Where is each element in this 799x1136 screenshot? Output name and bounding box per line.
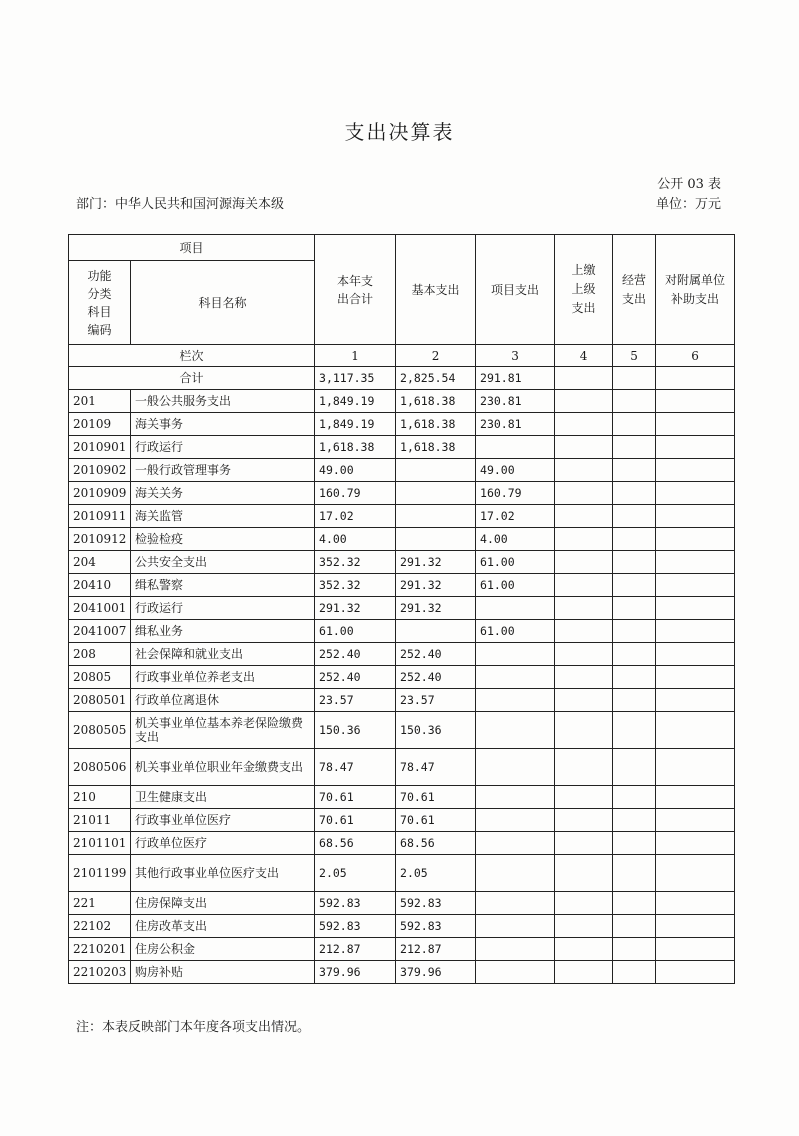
project-cell [476, 666, 555, 689]
operating-cell [613, 505, 656, 528]
project-cell: 4.00 [476, 528, 555, 551]
upper-cell [555, 689, 613, 712]
operating-cell [613, 482, 656, 505]
code-cell: 2080501 [69, 689, 131, 712]
upper-cell [555, 620, 613, 643]
header-col-label: 栏次 [69, 345, 315, 367]
code-cell: 2080506 [69, 749, 131, 786]
subsidy-cell [656, 666, 735, 689]
upper-cell [555, 666, 613, 689]
upper-cell [555, 551, 613, 574]
basic-cell: 252.40 [396, 643, 476, 666]
total-cell: 61.00 [315, 620, 396, 643]
upper-cell [555, 413, 613, 436]
project-cell [476, 961, 555, 984]
expenditure-table [68, 234, 735, 984]
header-total [315, 235, 396, 345]
upper-cell [555, 961, 613, 984]
table-row [69, 597, 735, 620]
upper-cell [555, 915, 613, 938]
code-cell: 204 [69, 551, 131, 574]
header-item: 项目 [69, 235, 315, 261]
project-cell [476, 892, 555, 915]
basic-cell: 291.32 [396, 597, 476, 620]
code-cell: 2010911 [69, 505, 131, 528]
code-cell: 2010901 [69, 436, 131, 459]
subject-name-cell: 机关事业单位职业年金缴费支出 [131, 749, 315, 786]
total-cell: 252.40 [315, 666, 396, 689]
header-subsidy [656, 235, 735, 345]
subject-name-cell: 海关监管 [131, 505, 315, 528]
total-cell: 49.00 [315, 459, 396, 482]
table-row [69, 809, 735, 832]
subject-name-cell: 机关事业单位基本养老保险缴费支出 [131, 712, 315, 749]
subject-name-cell: 卫生健康支出 [131, 786, 315, 809]
upper-cell [555, 482, 613, 505]
header-total-text: 本年支出合计 [337, 273, 374, 306]
table-body [69, 367, 735, 984]
total-cell: 2.05 [315, 855, 396, 892]
upper-cell [555, 712, 613, 749]
project-cell [476, 938, 555, 961]
project-cell [476, 643, 555, 666]
subsidy-cell [656, 938, 735, 961]
upper-cell [555, 459, 613, 482]
upper-cell [555, 786, 613, 809]
total-cell: 592.83 [315, 915, 396, 938]
form-number: 公开 03 表 [657, 177, 721, 192]
code-cell: 2210201 [69, 938, 131, 961]
subject-name-cell: 行政单位医疗 [131, 832, 315, 855]
code-cell: 20805 [69, 666, 131, 689]
total-cell: 252.40 [315, 643, 396, 666]
subsidy-cell [656, 436, 735, 459]
basic-cell: 379.96 [396, 961, 476, 984]
code-cell: 2010902 [69, 459, 131, 482]
total-cell: 78.47 [315, 749, 396, 786]
total-cell: 160.79 [315, 482, 396, 505]
subsidy-cell [656, 574, 735, 597]
table-row [69, 482, 735, 505]
subsidy-cell [656, 551, 735, 574]
total-cell: 68.56 [315, 832, 396, 855]
subsidy-cell [656, 390, 735, 413]
operating-cell [613, 666, 656, 689]
project-cell [476, 712, 555, 749]
table-row [69, 459, 735, 482]
project-cell: 61.00 [476, 574, 555, 597]
table-row [69, 574, 735, 597]
total-cell: 352.32 [315, 551, 396, 574]
basic-cell [396, 528, 476, 551]
footnote: 注：本表反映部门本年度各项支出情况。 [76, 1020, 311, 1035]
header-operating-text: 经营支出 [622, 272, 647, 306]
table-row [69, 505, 735, 528]
total-cell: 291.32 [315, 597, 396, 620]
total-cell: 3,117.35 [315, 367, 396, 390]
subsidy-cell [656, 915, 735, 938]
operating-cell [613, 367, 656, 390]
basic-cell: 592.83 [396, 915, 476, 938]
project-cell [476, 915, 555, 938]
total-cell: 1,618.38 [315, 436, 396, 459]
header-col-2: 2 [396, 345, 476, 367]
total-cell: 70.61 [315, 786, 396, 809]
table-row [69, 938, 735, 961]
code-cell: 2101199 [69, 855, 131, 892]
subsidy-cell [656, 528, 735, 551]
upper-cell [555, 855, 613, 892]
subject-name-cell: 行政单位离退休 [131, 689, 315, 712]
header-col-6: 6 [656, 345, 735, 367]
basic-cell [396, 620, 476, 643]
basic-cell: 212.87 [396, 938, 476, 961]
subsidy-cell [656, 459, 735, 482]
table-row [69, 413, 735, 436]
project-cell [476, 786, 555, 809]
subject-name-cell: 行政运行 [131, 597, 315, 620]
project-cell: 61.00 [476, 620, 555, 643]
operating-cell [613, 551, 656, 574]
table-row [69, 528, 735, 551]
project-cell: 61.00 [476, 551, 555, 574]
upper-cell [555, 892, 613, 915]
table-row [69, 961, 735, 984]
operating-cell [613, 961, 656, 984]
table-row [69, 749, 735, 786]
subsidy-cell [656, 855, 735, 892]
code-cell: 208 [69, 643, 131, 666]
project-cell: 291.81 [476, 367, 555, 390]
upper-cell [555, 367, 613, 390]
subsidy-cell [656, 892, 735, 915]
basic-cell: 78.47 [396, 749, 476, 786]
table-row [69, 832, 735, 855]
upper-cell [555, 597, 613, 620]
total-cell: 352.32 [315, 574, 396, 597]
subsidy-cell [656, 643, 735, 666]
operating-cell [613, 832, 656, 855]
operating-cell [613, 712, 656, 749]
code-cell: 2101101 [69, 832, 131, 855]
subsidy-cell [656, 961, 735, 984]
upper-cell [555, 938, 613, 961]
subsidy-cell [656, 505, 735, 528]
project-cell: 230.81 [476, 390, 555, 413]
table-row [69, 620, 735, 643]
subsidy-cell [656, 712, 735, 749]
operating-cell [613, 459, 656, 482]
operating-cell [613, 749, 656, 786]
operating-cell [613, 809, 656, 832]
basic-cell: 291.32 [396, 551, 476, 574]
subsidy-cell [656, 809, 735, 832]
header-subsidy-text: 对附属单位补助支出 [665, 272, 726, 306]
total-cell: 17.02 [315, 505, 396, 528]
code-cell: 210 [69, 786, 131, 809]
total-cell: 379.96 [315, 961, 396, 984]
basic-cell: 1,618.38 [396, 413, 476, 436]
header-col-1: 1 [315, 345, 396, 367]
basic-cell: 1,618.38 [396, 436, 476, 459]
code-cell: 2041007 [69, 620, 131, 643]
basic-cell: 70.61 [396, 809, 476, 832]
basic-cell [396, 505, 476, 528]
basic-cell [396, 482, 476, 505]
code-cell: 20109 [69, 413, 131, 436]
basic-cell: 2.05 [396, 855, 476, 892]
operating-cell [613, 574, 656, 597]
total-cell: 212.87 [315, 938, 396, 961]
operating-cell [613, 786, 656, 809]
table-row [69, 712, 735, 749]
subject-name-cell: 缉私警察 [131, 574, 315, 597]
code-cell: 2010909 [69, 482, 131, 505]
basic-cell: 23.57 [396, 689, 476, 712]
subject-name-cell: 行政事业单位医疗 [131, 809, 315, 832]
upper-cell [555, 643, 613, 666]
upper-cell [555, 436, 613, 459]
table-row [69, 666, 735, 689]
table-row [69, 855, 735, 892]
code-cell: 2041001 [69, 597, 131, 620]
basic-cell: 70.61 [396, 786, 476, 809]
header-basic: 基本支出 [396, 235, 476, 345]
upper-cell [555, 832, 613, 855]
project-cell: 160.79 [476, 482, 555, 505]
code-cell: 21011 [69, 809, 131, 832]
code-cell: 201 [69, 390, 131, 413]
project-cell [476, 809, 555, 832]
subsidy-cell [656, 413, 735, 436]
header-col-5: 5 [613, 345, 656, 367]
table-row [69, 892, 735, 915]
operating-cell [613, 855, 656, 892]
project-cell: 49.00 [476, 459, 555, 482]
total-cell: 70.61 [315, 809, 396, 832]
subsidy-cell [656, 749, 735, 786]
subject-name-cell: 海关关务 [131, 482, 315, 505]
unit-label: 单位：万元 [655, 197, 721, 212]
total-cell: 150.36 [315, 712, 396, 749]
subject-name-cell: 住房公积金 [131, 938, 315, 961]
upper-cell [555, 574, 613, 597]
subject-name-cell: 社会保障和就业支出 [131, 643, 315, 666]
subject-name-cell: 检验检疫 [131, 528, 315, 551]
header-col-3: 3 [476, 345, 555, 367]
subject-name-cell: 住房保障支出 [131, 892, 315, 915]
basic-cell: 2,825.54 [396, 367, 476, 390]
project-cell [476, 689, 555, 712]
code-cell: 2080505 [69, 712, 131, 749]
total-cell: 1,849.19 [315, 390, 396, 413]
subject-name-cell: 缉私业务 [131, 620, 315, 643]
project-cell [476, 749, 555, 786]
operating-cell [613, 390, 656, 413]
subject-name-cell: 行政事业单位养老支出 [131, 666, 315, 689]
basic-cell [396, 459, 476, 482]
operating-cell [613, 915, 656, 938]
subject-name-cell: 海关事务 [131, 413, 315, 436]
basic-cell: 1,618.38 [396, 390, 476, 413]
basic-cell: 592.83 [396, 892, 476, 915]
upper-cell [555, 505, 613, 528]
code-cell: 2010912 [69, 528, 131, 551]
table-row [69, 786, 735, 809]
basic-cell: 68.56 [396, 832, 476, 855]
subsidy-cell [656, 620, 735, 643]
header-upper-text: 上缴上级支出 [571, 263, 596, 315]
operating-cell [613, 436, 656, 459]
total-label: 合计 [69, 367, 315, 390]
table-row [69, 436, 735, 459]
header-operating [613, 235, 656, 345]
header-project: 项目支出 [476, 235, 555, 345]
upper-cell [555, 528, 613, 551]
project-cell [476, 436, 555, 459]
project-cell [476, 597, 555, 620]
code-cell: 221 [69, 892, 131, 915]
basic-cell: 291.32 [396, 574, 476, 597]
total-cell: 23.57 [315, 689, 396, 712]
subject-name-cell: 其他行政事业单位医疗支出 [131, 855, 315, 892]
subject-name-cell: 购房补贴 [131, 961, 315, 984]
upper-cell [555, 809, 613, 832]
operating-cell [613, 643, 656, 666]
project-cell: 230.81 [476, 413, 555, 436]
operating-cell [613, 892, 656, 915]
department-label: 部门：中华人民共和国河源海关本级 [76, 197, 285, 212]
operating-cell [613, 413, 656, 436]
header-col-4: 4 [555, 345, 613, 367]
code-cell: 2210203 [69, 961, 131, 984]
total-cell: 1,849.19 [315, 413, 396, 436]
subject-name-cell: 公共安全支出 [131, 551, 315, 574]
page-title: 支出决算表 [344, 120, 455, 144]
table-row [69, 689, 735, 712]
subject-name-cell: 住房改革支出 [131, 915, 315, 938]
code-cell: 22102 [69, 915, 131, 938]
subsidy-cell [656, 832, 735, 855]
project-cell [476, 855, 555, 892]
table-row [69, 390, 735, 413]
table-row [69, 551, 735, 574]
subject-name-cell: 一般公共服务支出 [131, 390, 315, 413]
operating-cell [613, 528, 656, 551]
subsidy-cell [656, 482, 735, 505]
subsidy-cell [656, 367, 735, 390]
operating-cell [613, 689, 656, 712]
code-cell: 20410 [69, 574, 131, 597]
operating-cell [613, 620, 656, 643]
basic-cell: 150.36 [396, 712, 476, 749]
project-cell: 17.02 [476, 505, 555, 528]
project-cell [476, 832, 555, 855]
total-cell: 4.00 [315, 528, 396, 551]
basic-cell: 252.40 [396, 666, 476, 689]
table-row [69, 915, 735, 938]
operating-cell [613, 938, 656, 961]
total-row [69, 367, 735, 390]
subject-name-cell: 一般行政管理事务 [131, 459, 315, 482]
subsidy-cell [656, 786, 735, 809]
header-func-code-text: 功能分类科目编码 [87, 268, 112, 337]
operating-cell [613, 597, 656, 620]
header-upper [555, 235, 613, 345]
upper-cell [555, 390, 613, 413]
subsidy-cell [656, 597, 735, 620]
header-func-code [69, 261, 131, 345]
upper-cell [555, 749, 613, 786]
subject-name-cell: 行政运行 [131, 436, 315, 459]
total-cell: 592.83 [315, 892, 396, 915]
subsidy-cell [656, 689, 735, 712]
table-row [69, 643, 735, 666]
header-subject-name: 科目名称 [131, 261, 315, 345]
